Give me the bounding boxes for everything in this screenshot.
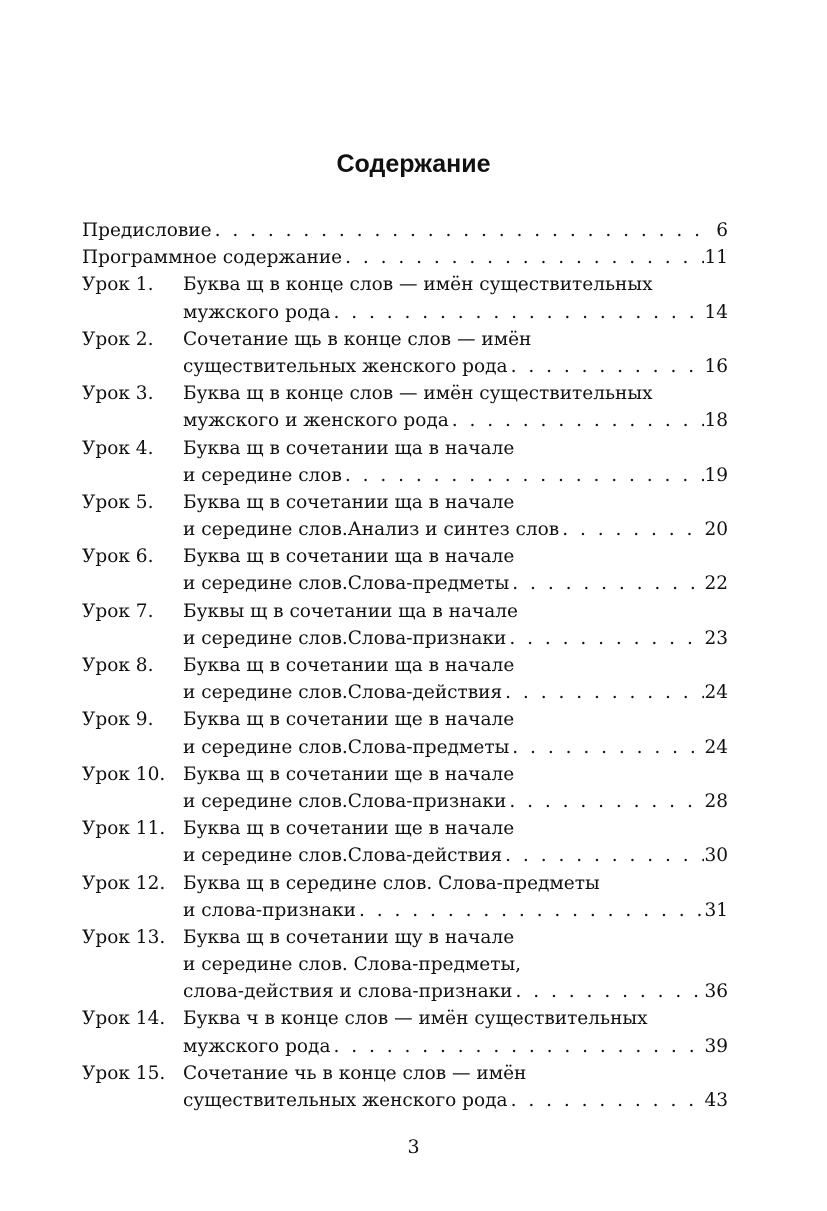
- toc-entry-text: и середине слов. Слова-предметы,: [183, 954, 522, 976]
- lesson-label: Урок 11.: [82, 818, 166, 840]
- toc-line: [82, 951, 728, 978]
- lesson-label: Урок 12.: [82, 872, 166, 894]
- toc-page-number: 18: [704, 410, 728, 432]
- toc-line: [82, 761, 728, 788]
- toc-entry[interactable]: [82, 244, 728, 271]
- toc-page-number: 39: [704, 1035, 728, 1057]
- toc-page-number: 11: [704, 247, 728, 269]
- toc-line: [82, 353, 728, 380]
- toc-page-number: 23: [704, 627, 728, 649]
- toc-entry-text: Буква щ в середине слов. Слова-предметы: [183, 872, 600, 894]
- toc-entry-text: и середине слов.Слова-признаки: [183, 790, 507, 812]
- toc-page-number: 43: [704, 1090, 728, 1111]
- toc-line: [82, 326, 728, 353]
- toc-page-number: 22: [704, 573, 728, 595]
- toc-line: [82, 1033, 728, 1060]
- leader-dots: [506, 788, 704, 815]
- toc-line: [82, 570, 728, 597]
- lesson-label: Урок 10.: [82, 763, 166, 785]
- toc-page-number: 30: [704, 845, 728, 867]
- toc-entry-text: Буква щ в сочетании ще в начале: [183, 763, 515, 785]
- toc-entry-text: и середине слов.Слова-предметы: [183, 736, 510, 758]
- toc-line: [82, 924, 728, 951]
- toc-line: [82, 299, 728, 326]
- lesson-label: Урок 8.: [82, 655, 154, 676]
- lesson-label: Урок 4.: [82, 437, 154, 459]
- toc-page-number: 6: [716, 220, 728, 241]
- toc-page-number: 24: [704, 682, 728, 704]
- lesson-label: Урок 14.: [82, 1008, 166, 1030]
- toc-entry-text: существительных женского рода: [183, 1090, 508, 1111]
- lesson-label: Урок 5.: [82, 491, 154, 513]
- lesson-label: Урок 6.: [82, 546, 154, 568]
- toc-page-number: 16: [704, 355, 728, 377]
- toc-entry-text: Буква щ в сочетании ще в начале: [183, 818, 515, 840]
- toc-entry[interactable]: [82, 706, 728, 760]
- toc-line: [82, 788, 728, 815]
- toc-entry-text: мужского рода: [183, 1035, 331, 1057]
- leader-dots: [508, 353, 705, 380]
- toc-entry[interactable]: [82, 1060, 728, 1114]
- page-number: 3: [407, 1136, 420, 1158]
- toc-line: [82, 679, 728, 706]
- lesson-label: Урок 15.: [82, 1062, 166, 1084]
- toc-page-number: 14: [704, 301, 728, 323]
- toc-entry[interactable]: [82, 271, 728, 325]
- leader-dots: [502, 842, 704, 869]
- leader-dots: [559, 516, 704, 543]
- toc-line: [82, 407, 728, 434]
- toc-line: [82, 1005, 728, 1032]
- lesson-label: Урок 1.: [82, 274, 154, 296]
- leader-dots: [509, 570, 704, 597]
- toc-entry[interactable]: [82, 815, 728, 869]
- leader-dots: [342, 462, 705, 489]
- toc-line: [82, 244, 728, 271]
- toc-entry-text: и середине слов.Слова-признаки: [183, 627, 507, 649]
- toc-entry-text: существительных женского рода: [183, 355, 508, 377]
- toc-line: [82, 543, 728, 570]
- leader-dots: [330, 299, 704, 326]
- leader-dots: [508, 1087, 705, 1114]
- toc-entry-text: Буква щ в сочетании ща в начале: [183, 546, 515, 568]
- toc-line: [82, 706, 728, 733]
- toc-entry-text: Программное содержание: [82, 247, 343, 269]
- toc-entry-text: Предисловие: [82, 220, 212, 241]
- toc-entry-text: и середине слов.Слова-действия: [183, 845, 503, 867]
- toc-line: [82, 652, 728, 679]
- toc-line: [82, 625, 728, 652]
- toc-entry[interactable]: [82, 217, 728, 244]
- toc-line: [82, 1087, 728, 1114]
- leader-dots: [212, 217, 706, 244]
- toc-entry-text: и середине слов.Слова-действия: [183, 682, 503, 704]
- toc-entry[interactable]: [82, 598, 728, 652]
- toc-entry-text: Сочетание чь в конце слов — имён: [183, 1062, 527, 1084]
- toc-line: [82, 217, 728, 244]
- leader-dots: [513, 978, 705, 1005]
- leader-dots: [356, 897, 704, 924]
- leader-dots: [342, 244, 704, 271]
- leader-dots: [506, 625, 704, 652]
- toc-entry[interactable]: [82, 435, 728, 489]
- toc-line: [82, 842, 728, 869]
- toc-entry-text: Буква щ в конце слов — имён существительных: [183, 383, 653, 405]
- toc-line: [82, 435, 728, 462]
- lesson-label: Урок 3.: [82, 383, 154, 405]
- toc-entry-text: мужского рода: [183, 301, 331, 323]
- leader-dots: [449, 407, 705, 434]
- toc-line: [82, 870, 728, 897]
- toc-entry-text: Буква щ в сочетании ща в начале: [183, 437, 515, 459]
- toc-page-number: 31: [704, 899, 728, 921]
- toc-entry-text: мужского и женского рода: [183, 410, 449, 432]
- toc-line: [82, 734, 728, 761]
- toc-entry-text: Буква щ в конце слов — имён существительных: [183, 274, 653, 296]
- toc-line: [82, 1060, 728, 1087]
- toc-entry[interactable]: [82, 870, 728, 924]
- lesson-label: Урок 13.: [82, 926, 166, 948]
- toc-entry-text: Буквы щ в сочетании ща в начале: [183, 600, 518, 622]
- toc-page-number: 28: [704, 790, 728, 812]
- lesson-label: Урок 7.: [82, 600, 154, 622]
- toc-line: [82, 897, 728, 924]
- toc-entry[interactable]: [82, 543, 728, 597]
- toc-line: [82, 598, 728, 625]
- toc-entry-text: Буква щ в сочетании ща в начале: [183, 491, 515, 513]
- toc-entry-text: и середине слов: [183, 464, 342, 486]
- leader-dots: [502, 679, 704, 706]
- leader-dots: [509, 734, 704, 761]
- toc-page-number: 24: [704, 736, 728, 758]
- toc-page-number: 19: [704, 464, 728, 486]
- toc-entry-text: и середине слов.Слова-предметы: [183, 573, 510, 595]
- toc-entry[interactable]: [82, 761, 728, 815]
- leader-dots: [330, 1033, 704, 1060]
- lesson-label: Урок 9.: [82, 709, 154, 731]
- toc-entry[interactable]: [82, 1005, 728, 1059]
- toc-entry-text: и слова-признаки: [183, 899, 357, 921]
- toc-page-number: 36: [704, 981, 728, 1003]
- toc-entry[interactable]: [82, 489, 728, 543]
- toc-line: [82, 462, 728, 489]
- toc-entry[interactable]: [82, 924, 728, 1006]
- toc-line: [82, 271, 728, 298]
- toc-entry-text: Буква ч в конце слов — имён существительных: [183, 1008, 648, 1030]
- toc-entry[interactable]: [82, 326, 728, 380]
- page-title: Содержание: [336, 150, 491, 178]
- toc-entry-text: Буква щ в сочетании ща в начале: [183, 655, 515, 676]
- table-of-contents: [82, 217, 728, 1114]
- lesson-label: Урок 2.: [82, 328, 154, 350]
- toc-entry[interactable]: [82, 652, 728, 706]
- toc-entry-text: Сочетание щь в конце слов — имён: [183, 328, 532, 350]
- toc-line: [82, 516, 728, 543]
- toc-line: [82, 380, 728, 407]
- toc-entry-text: слова-действия и слова-признаки: [183, 981, 513, 1003]
- toc-entry[interactable]: [82, 380, 728, 434]
- toc-entry-text: Буква щ в сочетании щу в начале: [183, 926, 515, 948]
- toc-line: [82, 815, 728, 842]
- toc-entry-text: Буква щ в сочетании ще в начале: [183, 709, 515, 731]
- toc-line: [82, 489, 728, 516]
- toc-page-number: 20: [704, 519, 728, 541]
- toc-line: [82, 978, 728, 1005]
- toc-entry-text: и середине слов.Анализ и синтез слов: [183, 519, 560, 541]
